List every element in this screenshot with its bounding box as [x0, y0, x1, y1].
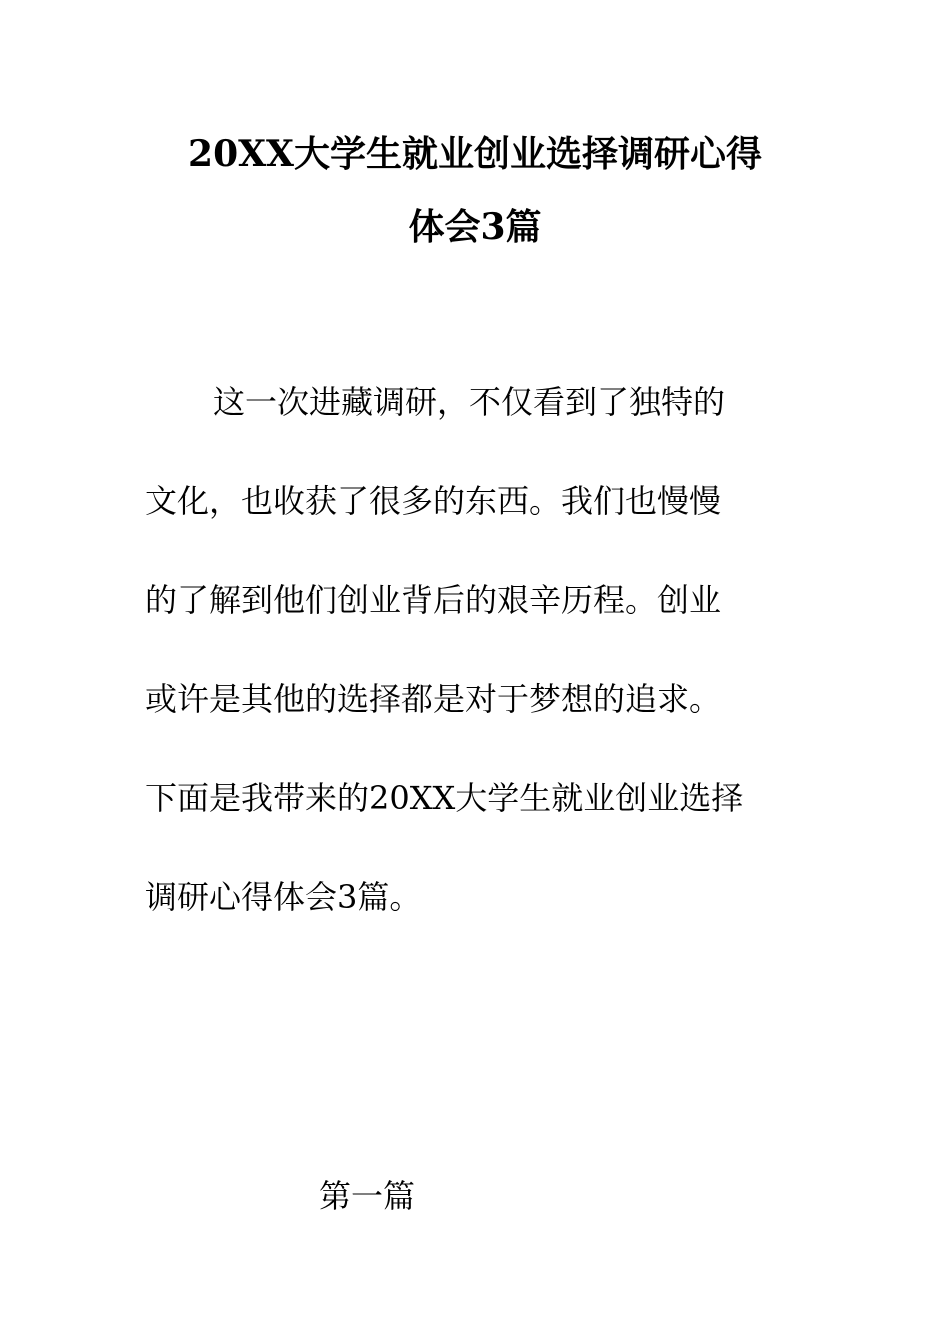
intro-paragraph-line-6: 调研心得体会3篇。 [145, 878, 422, 916]
intro-paragraph-line-3: 的了解到他们创业背后的艰辛历程。创业 [145, 581, 722, 619]
intro-paragraph-line-1: 这一次进藏调研，不仅看到了独特的 [213, 383, 726, 421]
section-heading-first: 第一篇 [319, 1177, 416, 1215]
document-title-line-2: 体会3篇 [408, 206, 542, 248]
intro-paragraph-line-5: 下面是我带来的20XX大学生就业创业选择 [145, 779, 744, 817]
intro-paragraph-line-2: 文化，也收获了很多的东西。我们也慢慢 [145, 482, 722, 520]
intro-paragraph-line-4: 或许是其他的选择都是对于梦想的追求。 [145, 680, 722, 718]
document-title-line-1: 20XX大学生就业创业选择调研心得 [188, 133, 762, 175]
